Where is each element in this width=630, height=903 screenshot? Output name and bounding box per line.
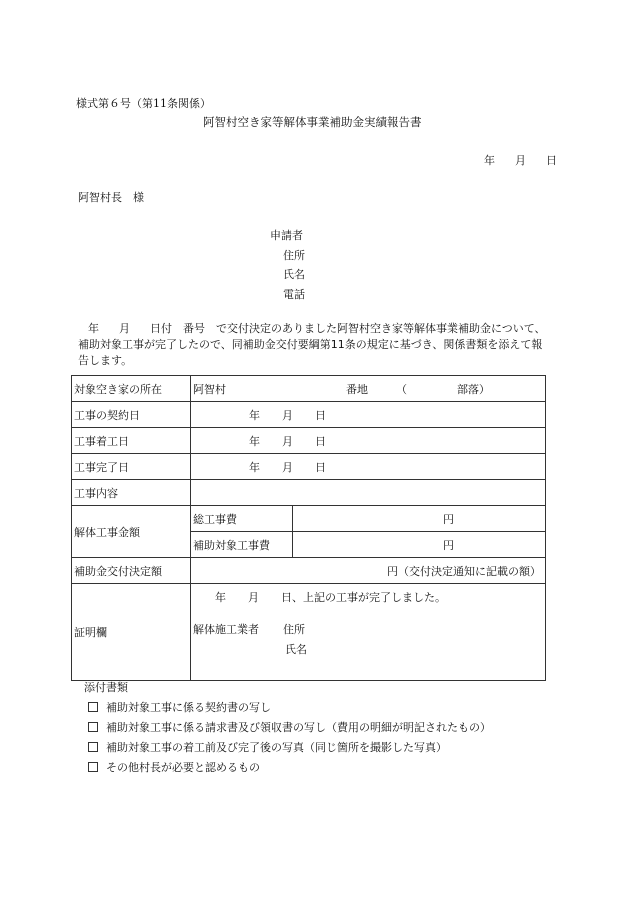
certification-label: 証明欄 bbox=[72, 584, 191, 681]
decision-amount-value: 円（交付決定通知に記載の額） bbox=[191, 558, 546, 584]
table-row bbox=[72, 454, 546, 480]
table-row bbox=[72, 428, 546, 454]
report-body-text bbox=[78, 321, 548, 369]
recipient: 阿智村長 様 bbox=[78, 191, 144, 204]
checkbox-icon bbox=[88, 722, 98, 732]
body-month: 月 bbox=[119, 322, 130, 335]
location-label: 対象空き家の所在 bbox=[72, 376, 191, 402]
start-date-label: 工事着工日 bbox=[72, 428, 191, 454]
table-row bbox=[72, 376, 546, 402]
applicant-phone-label: 電話 bbox=[283, 287, 305, 301]
list-item: 補助対象工事に係る請求書及び領収書の写し（費用の明細が明記されたもの） bbox=[84, 718, 491, 738]
form-number: 様式第６号（第11条関係） bbox=[76, 97, 211, 110]
date-month: 月 bbox=[515, 154, 526, 167]
table-row bbox=[72, 558, 546, 584]
end-date-value: 年 月 日 bbox=[191, 454, 546, 480]
date-day: 日 bbox=[546, 154, 557, 167]
certification-value: 年 月 日、上記の工事が完了しました。 解体施工業者 住所 氏名 bbox=[191, 584, 546, 681]
table-row bbox=[72, 480, 546, 506]
table-row bbox=[72, 506, 546, 532]
document-title: 阿智村空き家等解体事業補助金実績報告書 bbox=[203, 115, 422, 129]
subsidy-cost-label: 補助対象工事費 bbox=[191, 532, 293, 558]
table-row bbox=[72, 402, 546, 428]
body-sentence: 日付 番号 で交付決定のありました阿智村空き家等解体事業補助金について、補助対象工事が完了したので、同補助金交付要綱第11条の規定に基づき、関係書類を添えて報告します。 bbox=[78, 322, 546, 367]
contract-date-label: 工事の契約日 bbox=[72, 402, 191, 428]
decision-amount-label: 補助金交付決定額 bbox=[72, 558, 191, 584]
checkbox-icon bbox=[88, 702, 98, 712]
applicant-label: 申請者 bbox=[270, 229, 303, 242]
applicant-name-label: 氏名 bbox=[283, 268, 305, 281]
location-value: 阿智村 番地 （ 部落） bbox=[191, 376, 546, 402]
applicant-address-label: 住所 bbox=[283, 248, 305, 262]
subsidy-cost-value: 円 bbox=[293, 532, 546, 558]
date-year: 年 bbox=[484, 154, 495, 167]
applicant-block bbox=[270, 226, 305, 304]
work-content-value bbox=[191, 480, 546, 506]
checkbox-icon bbox=[88, 742, 98, 752]
report-table bbox=[71, 375, 546, 681]
checkbox-icon bbox=[88, 762, 98, 772]
attachments-heading: 添付書類 bbox=[84, 681, 128, 694]
list-item: 補助対象工事に係る契約書の写し bbox=[84, 698, 491, 718]
work-content-label: 工事内容 bbox=[72, 480, 191, 506]
total-cost-value: 円 bbox=[293, 506, 546, 532]
start-date-value: 年 月 日 bbox=[191, 428, 546, 454]
body-year: 年 bbox=[88, 322, 99, 335]
list-item: 補助対象工事の着工前及び完了後の写真（同じ箇所を撮影した写真） bbox=[84, 738, 491, 758]
total-cost-label: 総工事費 bbox=[191, 506, 293, 532]
amount-label: 解体工事金額 bbox=[72, 506, 191, 558]
report-date bbox=[484, 152, 557, 168]
contract-date-value: 年 月 日 bbox=[191, 402, 546, 428]
table-row bbox=[72, 584, 546, 681]
list-item: その他村長が必要と認めるもの bbox=[84, 758, 491, 778]
end-date-label: 工事完了日 bbox=[72, 454, 191, 480]
attachments bbox=[84, 678, 491, 778]
